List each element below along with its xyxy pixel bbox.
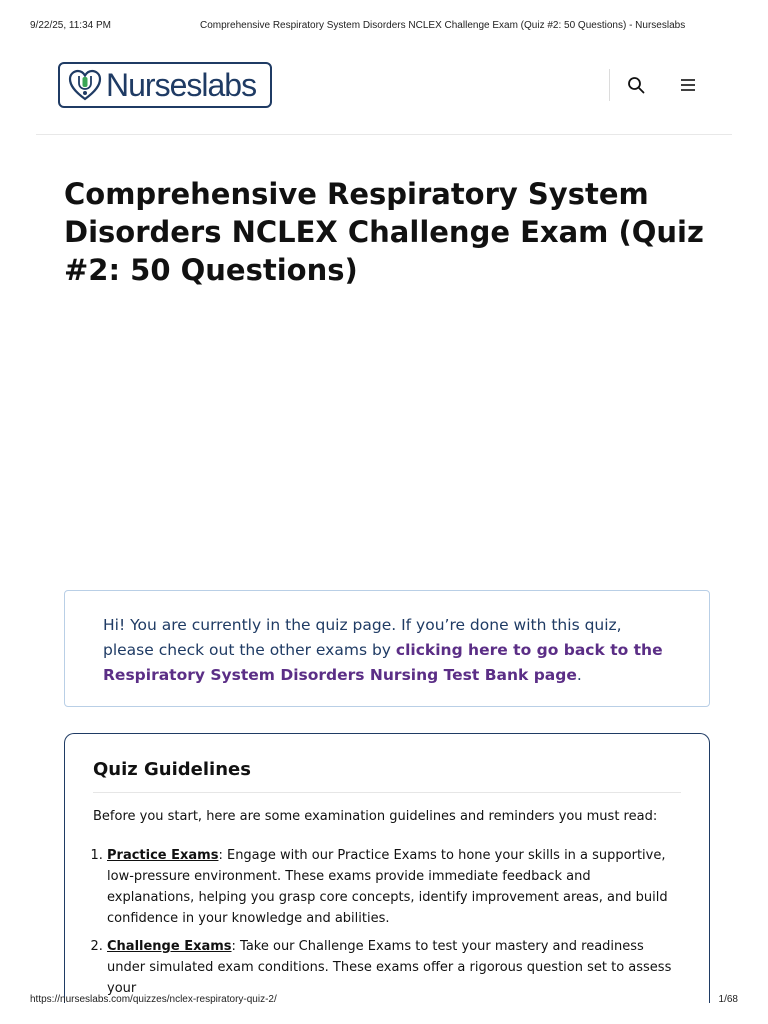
challenge-exams-term: Challenge Exams [107,939,232,954]
search-icon[interactable] [627,76,645,94]
quiz-notice [64,590,710,707]
practice-exams-term: Practice Exams [107,848,219,863]
hamburger-menu-icon[interactable] [679,77,697,93]
list-item [107,845,681,929]
page-title: Comprehensive Respiratory System Disorders NCLEX Challenge Exam (Quiz #2: 50 Questions) [64,177,704,287]
print-page-title: Comprehensive Respiratory System Disorders NCLEX Challenge Exam (Quiz #2: 50 Questions) - Nurseslabs [200,20,686,31]
print-footer [0,994,768,1024]
quiz-guidelines-card [64,733,710,1003]
test-bank-link[interactable]: clicking here to go back to the Respiratory System Disorders Nursing Test Bank page [103,641,663,684]
guidelines-intro: Before you start, here are some examination guidelines and reminders you must read: [93,809,658,824]
print-header [0,0,768,50]
print-page-number: 1/68 [718,994,738,1005]
logo-text: Nurseslabs [106,67,257,103]
list-item-text: : Take our Challenge Exams to test your mastery and readiness under simulated exam conditions. These exams offer a rigorous question set to assess your [107,939,672,996]
list-item [107,936,681,999]
print-url: https://nurseslabs.com/quizzes/nclex-respiratory-quiz-2/ [30,994,277,1005]
site-header [36,60,732,135]
notice-text-end: . [576,666,582,684]
print-datetime: 9/22/25, 11:34 PM [30,20,111,31]
guidelines-list [93,845,681,999]
heart-stethoscope-icon [68,68,102,102]
guidelines-heading: Quiz Guidelines [93,758,681,793]
site-logo[interactable] [58,62,272,108]
list-item-text: : Engage with our Practice Exams to hone your skills in a supportive, low-pressure environment. These exams provide immediate feedback and explanations, helping you grasp core concepts, identify improvement areas, and build confidence in your knowledge and abilities. [107,848,668,926]
notice-text: Hi! You are currently in the quiz page. If you’re done with this quiz, please check out the other exams by [103,616,622,659]
header-divider [609,69,610,101]
